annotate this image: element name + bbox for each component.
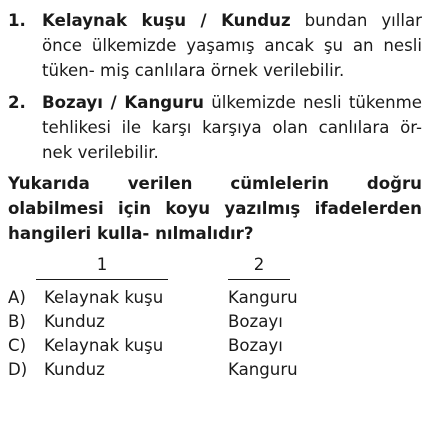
option-column-1: Kunduz (44, 312, 105, 331)
column-header-underline (36, 279, 168, 280)
column-header-underline (228, 279, 290, 280)
option-letter: B) (8, 312, 26, 331)
column-header-1 (36, 254, 168, 276)
statement-text (42, 8, 422, 83)
option-column-2: Kanguru (228, 360, 298, 379)
option-column-1: Kelaynak kuşu (44, 336, 164, 355)
statement-text (42, 90, 422, 165)
column-header-label: 2 (253, 255, 265, 274)
answer-option-c[interactable] (8, 334, 422, 358)
statement-rest: ülkemizde nesli tükenme tehlikesi ile karşı karşıya olan canlılara ör- nek verilebilir. (42, 93, 422, 162)
statement-bold-choice: Bozayı / Kanguru (42, 93, 204, 112)
option-letter: A) (8, 288, 26, 307)
column-header-2 (228, 254, 290, 276)
option-column-1: Kelaynak kuşu (44, 288, 164, 307)
answer-option-d[interactable] (8, 358, 422, 382)
statement-number: 1. (8, 11, 26, 30)
option-column-2: Bozayı (228, 312, 283, 331)
answer-option-b[interactable] (8, 310, 422, 334)
option-column-2: Bozayı (228, 336, 283, 355)
option-column-1: Kunduz (44, 360, 105, 379)
column-header-label: 1 (96, 255, 108, 274)
option-letter: D) (8, 360, 28, 379)
statement-rest: bundan yıllar önce ülkemizde yaşamış ancak şu an nesli tüken- miş canlılara örnek verilebilir. (42, 11, 422, 80)
statement-1 (8, 8, 422, 83)
question-text: Yukarıda verilen cümlelerin doğru olabilmesi için koyu yazılmış ifadelerden hangileri kulla- nılmalıdır? (8, 174, 422, 243)
answer-option-a[interactable] (8, 286, 422, 310)
statement-2 (8, 90, 422, 165)
statement-bold-choice: Kelaynak kuşu / Kunduz (42, 11, 291, 30)
option-letter: C) (8, 336, 27, 355)
option-column-2: Kanguru (228, 288, 298, 307)
statement-number: 2. (8, 93, 26, 112)
